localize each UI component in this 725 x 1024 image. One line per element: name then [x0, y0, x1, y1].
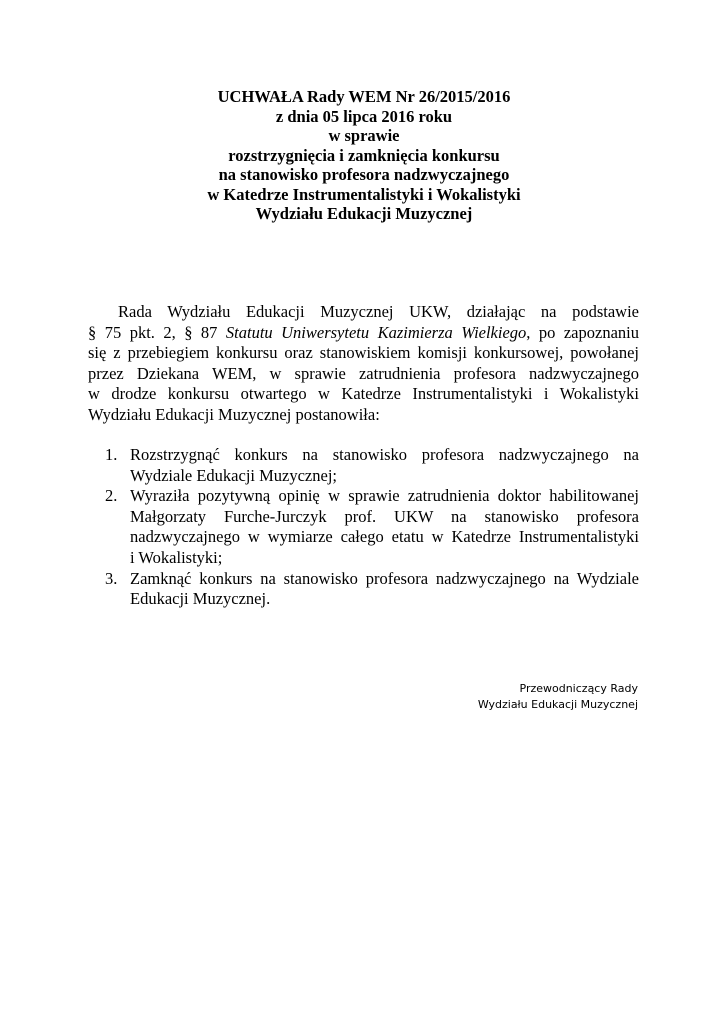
resolution-subject-intro: w sprawie	[328, 126, 400, 145]
resolution-title: UCHWAŁA Rady WEM Nr 26/2015/2016	[217, 87, 511, 106]
decision-item	[105, 486, 639, 568]
resolution-subject-line: rozstrzygnięcia i zamknięcia konkursu	[228, 145, 500, 165]
resolution-heading	[90, 87, 638, 224]
decision-item	[105, 569, 639, 610]
decision-line: Wydziale Edukacji Muzycznej;	[130, 465, 337, 485]
body-line: Rada Wydziału Edukacji Muzycznej UKW, działając na podstawie	[118, 302, 639, 321]
decision-line: Rozstrzygnąć konkurs na stanowisko profesora nadzwyczajnego na	[130, 445, 639, 464]
body-line: Wydziału Edukacji Muzycznej postanowiła:	[88, 404, 380, 424]
decision-number: 3.	[105, 568, 118, 588]
decision-number: 1.	[105, 445, 118, 464]
resolution-date: z dnia 05 lipca 2016 roku	[275, 106, 453, 126]
statute-title: Statutu Uniwersytetu Kazimierza Wielkiego	[225, 322, 527, 342]
signature-role: Przewodniczący Rady	[519, 682, 638, 695]
decisions-list	[105, 445, 639, 610]
decision-line: Wyraziła pozytywną opinię w sprawie zatrudnienia doktor habilitowanej	[130, 486, 639, 506]
body-text: § 75 pkt. 2, § 87	[88, 322, 226, 342]
signature-block	[478, 681, 638, 712]
decision-line: Zamknąć konkurs na stanowisko profesora nadzwyczajnego na Wydziale	[130, 568, 639, 588]
decision-line: Małgorzaty Furche-Jurczyk prof. UKW na stanowisko profesora	[130, 506, 639, 526]
decision-item	[105, 445, 639, 486]
resolution-body-paragraph	[88, 302, 639, 426]
decision-line: Edukacji Muzycznej.	[130, 589, 271, 609]
resolution-subject-line: na stanowisko profesora nadzwyczajnego	[218, 165, 510, 184]
body-text: , po zapoznaniu	[526, 322, 639, 342]
body-line	[88, 323, 639, 344]
resolution-subject-line: w Katedrze Instrumentalistyki i Wokalistyki	[207, 184, 521, 204]
body-line: w drodze konkursu otwartego w Katedrze Instrumentalistyki i Wokalistyki	[88, 384, 639, 404]
body-line: się z przebiegiem konkursu oraz stanowiskiem komisji konkursowej, powołanej	[88, 343, 639, 363]
decision-number: 2.	[105, 486, 118, 506]
body-line: przez Dziekana WEM, w sprawie zatrudnienia profesora nadzwyczajnego	[88, 363, 639, 383]
signature-faculty: Wydziału Edukacji Muzycznej	[477, 697, 638, 711]
decision-line: i Wokalistyki;	[130, 547, 223, 567]
resolution-subject-line: Wydziału Edukacji Muzycznej	[255, 204, 473, 223]
decision-line: nadzwyczajnego w wymiarze całego etatu w Katedrze Instrumentalistyki	[130, 527, 639, 547]
